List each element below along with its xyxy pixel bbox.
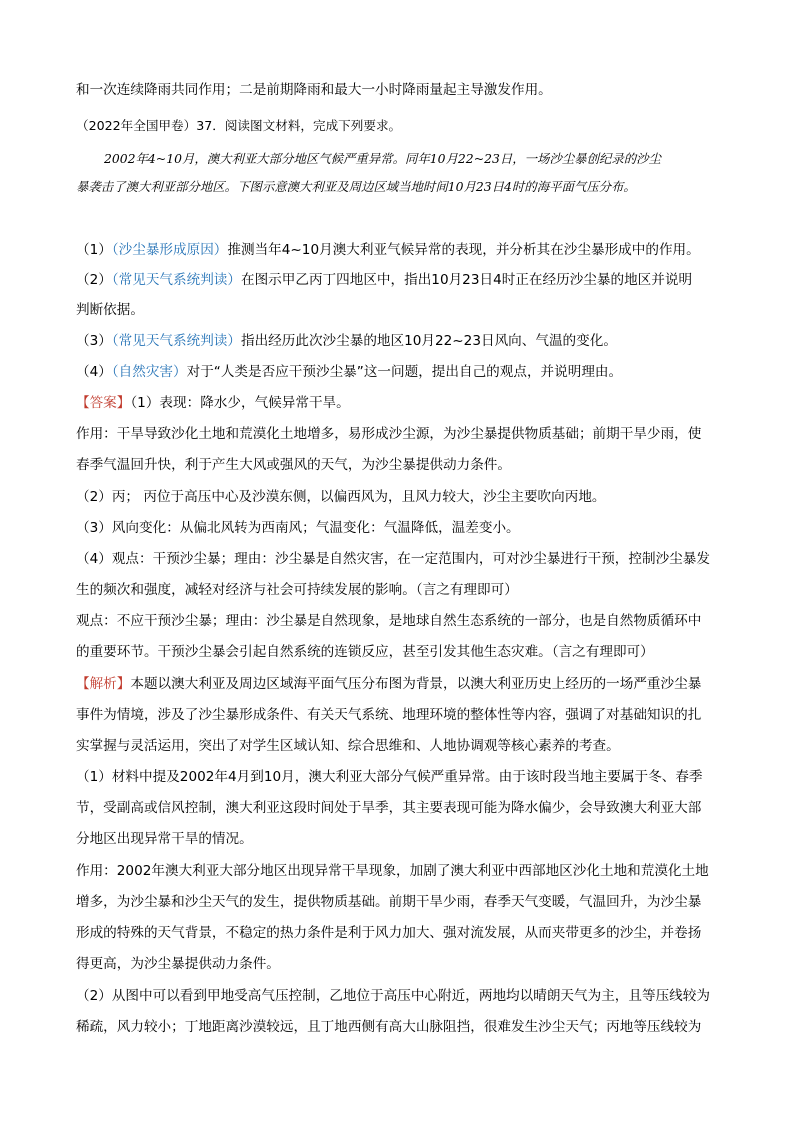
text-line (76, 923, 726, 943)
text-line (76, 705, 726, 725)
text-line (76, 986, 726, 1006)
line-text: 判断依据。 (76, 302, 144, 318)
text-line (76, 892, 726, 912)
topic-tag: （常见天气系统判读） (111, 272, 241, 288)
line-text: 得更高，为沙尘暴提供动力条件。 (76, 956, 280, 972)
analysis-label: 【解析】 (76, 676, 131, 692)
line-text: （2）丙； 丙位于高压中心及沙漠东侧，以偏西风为，且风力较大，沙尘主要吹向丙地。 (76, 489, 606, 505)
question-source (76, 116, 726, 136)
line-text: 本题以澳大利亚及周边区域海平面气压分布图为背景，以澳大利亚历史上经历的一场严重沙尘暴 (130, 676, 702, 692)
line-text: 观点：不应干预沙尘暴；理由：沙尘暴是自然现象，是地球自然生态系统的一部分，也是自然物质循环中 (76, 613, 702, 629)
question-1 (76, 240, 726, 260)
text-line (76, 798, 726, 818)
text-line (76, 1017, 726, 1037)
question-3 (76, 331, 726, 351)
line-text: 作用：干旱导致沙化土地和荒漠化土地增多，易形成沙尘源，为沙尘暴提供物质基础；前期干旱少雨，使 (76, 426, 702, 442)
line-text: 和一次连续降雨共同作用；二是前期降雨和最大一小时降雨量起主导激发作用。 (76, 82, 552, 98)
line-text: 稀疏，风力较小；丁地距离沙漠较远，且丁地西侧有高大山脉阻挡，很难发生沙尘天气；丙地等压线较为 (76, 1019, 702, 1035)
material-line (104, 149, 726, 169)
text-line (76, 518, 726, 538)
text-line (76, 611, 726, 631)
line-text: 节，受副高或信风控制，澳大利亚这段时间处于旱季，其主要表现可能为降水偏少，会导致澳大利亚大部 (76, 800, 702, 816)
line-text: （1）表现：降水少，气候异常干旱。 (130, 395, 350, 411)
topic-tag: （自然灾害） (111, 364, 187, 380)
text-line (76, 424, 726, 444)
text-line (76, 549, 726, 569)
line-text: 暴袭击了澳大利亚部分地区。下图示意澳大利亚及周边区域当地时间10月23日4时的海平面气压分布。 (76, 179, 636, 194)
question-number: （4） (76, 364, 112, 380)
text-line (76, 736, 726, 756)
line-text: 事件为情境，涉及了沙尘暴形成条件、有关天气系统、地理环境的整体性等内容，强调了对基础知识的扎 (76, 707, 702, 723)
answer-line (76, 393, 726, 413)
question-4 (76, 362, 726, 382)
analysis-line (76, 674, 726, 694)
text-line (76, 580, 726, 600)
text-line (76, 829, 726, 849)
question-number: （2） (76, 272, 112, 288)
text-line (76, 861, 726, 881)
question-text: 指出经历此次沙尘暴的地区10月22~23日风向、气温的变化。 (240, 333, 617, 349)
line-text: 春季气温回升快，利于产生大风或强风的天气，为沙尘暴提供动力条件。 (76, 457, 511, 473)
question-number: （1） (76, 242, 112, 258)
line-text: 实掌握与灵活运用，突出了对学生区域认知、综合思维和、人地协调观等核心素养的考查。 (76, 738, 620, 754)
line-text: （4）观点：干预沙尘暴；理由：沙尘暴是自然灾害，在一定范围内，可对沙尘暴进行干预，控制沙尘暴发 (76, 551, 710, 567)
text-line (76, 80, 726, 100)
topic-tag: （常见天气系统判读） (111, 333, 241, 349)
line-text: （3）风向变化：从偏北风转为西南风；气温变化：气温降低，温差变小。 (76, 520, 520, 536)
line-text: （2）从图中可以看到甲地受高气压控制，乙地位于高压中心附近，两地均以晴朗天气为主，且等压线较为 (76, 988, 710, 1004)
line-text: 生的频次和强度，减轻对经济与社会可持续发展的影响。（言之有理即可） (76, 582, 518, 598)
text-line (76, 642, 726, 662)
line-text: 形成的特殊的天气背景，不稳定的热力条件是利于风力加大、强对流发展，从而夹带更多的沙尘，并卷扬 (76, 925, 702, 941)
line-text: 分地区出现异常干旱的情况。 (76, 831, 253, 847)
line-text: 的重要环节。干预沙尘暴会引起自然系统的连锁反应，甚至引发其他生态灾难。（言之有理即可） (76, 644, 654, 660)
question-text: 对于“人类是否应干预沙尘暴”这一问题，提出自己的观点，并说明理由。 (186, 364, 623, 380)
text-line (76, 455, 726, 475)
line-text: （1）材料中提及2002年4月到10月，澳大利亚大部分气候严重异常。由于该时段当地主要属于冬、春季 (76, 769, 703, 785)
question-text: 在图示甲乙丙丁四地区中，指出10月23日4时正在经历沙尘暴的地区并说明 (240, 272, 693, 288)
text-line (76, 767, 726, 787)
material-line (76, 177, 726, 197)
text-line (76, 487, 726, 507)
line-text: 增多，为沙尘暴和沙尘天气的发生，提供物质基础。前期干旱少雨，春季天气变暖，气温回升，为沙尘暴 (76, 894, 702, 910)
topic-tag: （沙尘暴形成原因） (111, 242, 228, 258)
answer-label: 【答案】 (76, 395, 131, 411)
question-text: 推测当年4~10月澳大利亚气候异常的表现，并分析其在沙尘暴形成中的作用。 (227, 242, 700, 258)
question-number: （3） (76, 333, 112, 349)
line-text: 作用：2002年澳大利亚大部分地区出现异常干旱现象，加剧了澳大利亚中西部地区沙化土地和荒漠化土地 (76, 863, 709, 879)
question-2 (76, 270, 726, 290)
text-line (76, 300, 726, 320)
line-text: 2002年4~10月，澳大利亚大部分地区气候严重异常。同年10月22~23日，一场沙尘暴创纪录的沙尘 (104, 151, 661, 166)
line-text: （2022年全国甲卷）37．阅读图文材料，完成下列要求。 (76, 118, 402, 133)
text-line (76, 954, 726, 974)
